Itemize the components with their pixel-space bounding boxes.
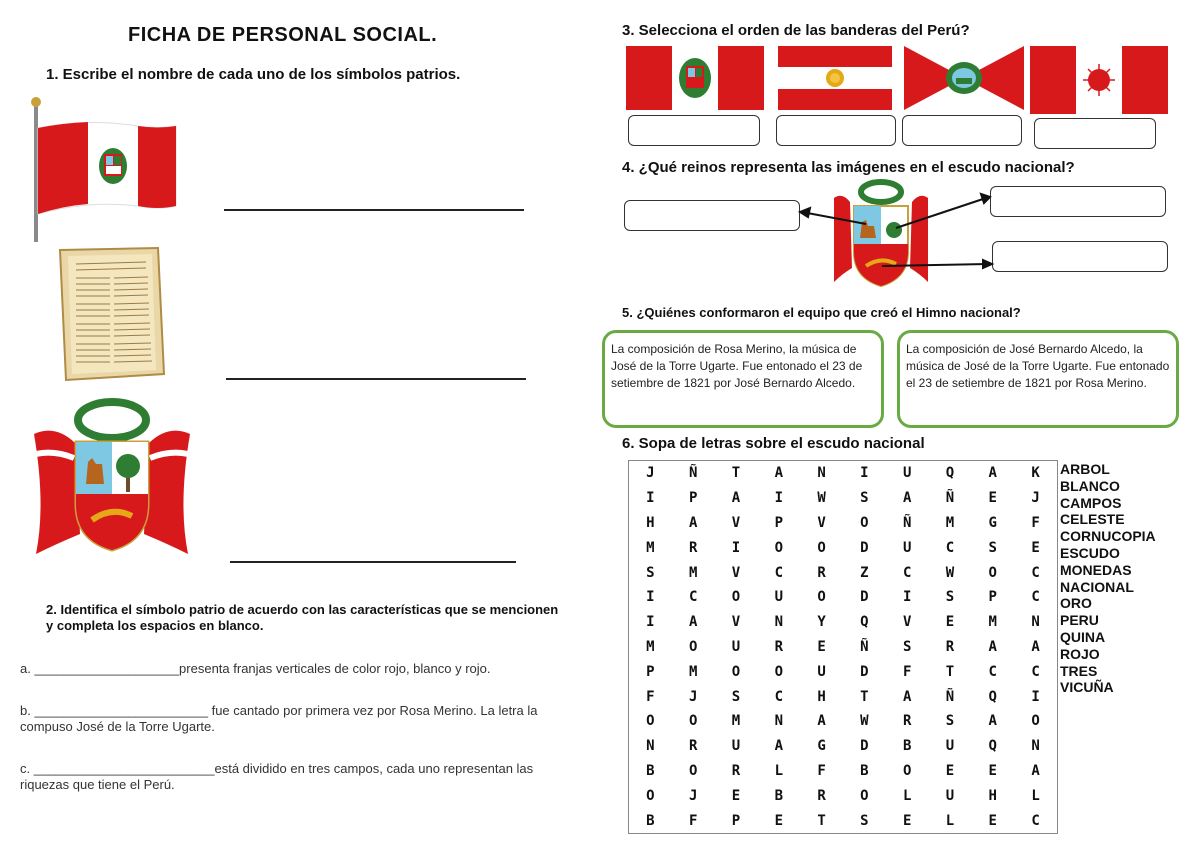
grid-cell[interactable]: K — [1031, 465, 1040, 482]
grid-cell[interactable]: M — [688, 564, 698, 581]
grid-cell[interactable]: W — [945, 564, 955, 581]
anthem-option-1[interactable]: La composición de Rosa Merino, la música de José de la Torre Ugarte. Fue entonado el 23 de setiembre de 1821 por José Bernardo Alcedo. — [602, 330, 884, 428]
grid-cell[interactable]: L — [774, 762, 783, 779]
kingdom-box-top-right[interactable] — [990, 186, 1166, 217]
grid-cell[interactable]: U — [731, 638, 741, 655]
grid-cell[interactable]: M — [731, 713, 741, 730]
grid-cell[interactable]: N — [817, 465, 826, 482]
word-list-item: ESCUDO — [1060, 544, 1120, 561]
flag-option-4 — [1030, 46, 1168, 114]
flag-option-3 — [904, 46, 1024, 110]
grid-cell[interactable]: E — [902, 812, 912, 829]
grid-row — [629, 585, 1057, 610]
grid-cell[interactable]: U — [731, 738, 741, 755]
flag-order-box-1[interactable] — [628, 115, 760, 146]
flag-image — [28, 96, 178, 246]
grid-row — [629, 635, 1057, 660]
question-2-item-b[interactable]: b. ________________________ fue cantado por primera vez por Rosa Merino. La letra la compuso José de la Torre Ugarte. — [20, 703, 538, 734]
grid-cell[interactable]: E — [988, 762, 997, 779]
grid-row — [629, 511, 1057, 536]
grid-cell[interactable]: F — [817, 762, 826, 779]
grid-cell[interactable]: A — [902, 490, 912, 507]
grid-cell[interactable]: C — [774, 688, 783, 705]
grid-cell[interactable]: Ñ — [902, 514, 912, 531]
grid-cell[interactable]: O — [646, 787, 655, 804]
grid-cell[interactable]: A — [1031, 638, 1040, 655]
question-4-heading: 4. ¿Qué reinos representa las imágenes en el escudo nacional? — [622, 159, 1075, 176]
word-list-item: MONEDAS — [1060, 561, 1132, 578]
grid-cell[interactable]: E — [774, 812, 783, 829]
grid-cell[interactable]: L — [902, 787, 912, 804]
flag-option-1 — [626, 46, 764, 110]
word-list-item: ROJO — [1060, 645, 1100, 662]
grid-cell[interactable]: I — [646, 589, 655, 606]
grid-cell[interactable]: V — [902, 614, 912, 631]
grid-cell[interactable]: Y — [817, 614, 826, 631]
grid-cell[interactable]: S — [945, 589, 955, 606]
grid-cell[interactable]: A — [817, 713, 826, 730]
grid-cell[interactable]: I — [774, 490, 783, 507]
grid-cell[interactable]: U — [945, 787, 955, 804]
grid-cell[interactable]: E — [817, 638, 826, 655]
grid-cell[interactable]: O — [817, 589, 826, 606]
grid-row — [629, 734, 1057, 759]
grid-cell[interactable]: V — [731, 614, 741, 631]
grid-cell[interactable]: F — [646, 688, 655, 705]
grid-cell[interactable]: I — [646, 614, 655, 631]
word-list-item: CELESTE — [1060, 511, 1125, 528]
word-search-grid[interactable] — [628, 460, 1058, 834]
grid-cell[interactable]: E — [1031, 539, 1040, 556]
grid-cell[interactable]: S — [860, 490, 869, 507]
grid-cell[interactable]: A — [1031, 762, 1040, 779]
grid-cell[interactable]: J — [1031, 490, 1040, 507]
grid-cell[interactable]: O — [688, 762, 698, 779]
grid-cell[interactable]: H — [646, 514, 655, 531]
grid-cell[interactable]: U — [817, 663, 826, 680]
grid-cell[interactable]: A — [688, 614, 698, 631]
grid-cell[interactable]: G — [988, 514, 997, 531]
grid-cell[interactable]: O — [902, 762, 912, 779]
grid-cell[interactable]: L — [1031, 787, 1040, 804]
grid-cell[interactable]: B — [646, 812, 655, 829]
grid-cell[interactable]: V — [817, 514, 826, 531]
grid-cell[interactable]: R — [688, 738, 698, 755]
grid-cell[interactable]: A — [774, 738, 783, 755]
flag-order-box-4[interactable] — [1034, 118, 1156, 149]
grid-cell[interactable]: A — [731, 490, 741, 507]
grid-cell[interactable]: S — [646, 564, 655, 581]
grid-cell[interactable]: B — [860, 762, 869, 779]
grid-cell[interactable]: P — [688, 490, 698, 507]
grid-cell[interactable]: F — [1031, 514, 1040, 531]
grid-row — [629, 684, 1057, 709]
question-2-item-a[interactable]: a. ____________________presenta franjas verticales de color rojo, blanco y rojo. — [20, 661, 491, 676]
grid-cell[interactable]: M — [646, 638, 655, 655]
kingdom-box-bottom-right[interactable] — [992, 241, 1168, 272]
grid-cell[interactable]: O — [817, 539, 826, 556]
grid-cell[interactable]: E — [945, 614, 955, 631]
grid-cell[interactable]: Ñ — [688, 465, 698, 482]
grid-cell[interactable]: S — [902, 638, 912, 655]
anthem-option-2[interactable]: La composición de José Bernardo Alcedo, la música de José de la Torre Ugarte. Fue entonado el 23 de setiembre de 1821 por Rosa Merino. — [897, 330, 1179, 428]
grid-cell[interactable]: N — [774, 713, 783, 730]
grid-cell[interactable]: T — [731, 465, 741, 482]
question-6-heading: 6. Sopa de letras sobre el escudo nacional — [622, 435, 925, 452]
grid-cell[interactable]: T — [945, 663, 955, 680]
grid-cell[interactable]: J — [646, 465, 655, 482]
grid-cell[interactable]: N — [1031, 738, 1040, 755]
grid-cell[interactable]: A — [988, 638, 997, 655]
grid-row — [629, 808, 1057, 833]
grid-cell[interactable]: C — [1031, 564, 1040, 581]
grid-cell[interactable]: Ñ — [945, 688, 955, 705]
grid-cell[interactable]: Z — [860, 564, 869, 581]
grid-cell[interactable]: D — [860, 663, 869, 680]
grid-cell[interactable]: M — [646, 539, 655, 556]
question-1-heading: 1. Escribe el nombre de cada uno de los símbolos patrios. — [46, 66, 461, 83]
grid-cell[interactable]: E — [731, 787, 741, 804]
grid-cell[interactable]: A — [988, 465, 997, 482]
grid-cell[interactable]: C — [688, 589, 698, 606]
grid-cell[interactable]: O — [860, 787, 869, 804]
grid-cell[interactable]: S — [988, 539, 997, 556]
grid-cell[interactable]: Q — [988, 738, 997, 755]
grid-cell[interactable]: A — [774, 465, 783, 482]
shield-with-arrows — [798, 178, 998, 290]
grid-row — [629, 659, 1057, 684]
flag-option-2 — [778, 46, 892, 110]
grid-cell[interactable]: J — [688, 688, 698, 705]
grid-cell[interactable]: I — [646, 490, 655, 507]
grid-cell[interactable]: Ñ — [945, 490, 955, 507]
grid-cell[interactable]: M — [988, 614, 997, 631]
grid-cell[interactable]: R — [774, 638, 783, 655]
grid-cell[interactable]: S — [945, 713, 955, 730]
grid-cell[interactable]: N — [1031, 614, 1040, 631]
word-list-item: BLANCO — [1060, 477, 1120, 494]
grid-row — [629, 486, 1057, 511]
grid-cell[interactable]: D — [860, 589, 869, 606]
grid-row — [629, 560, 1057, 585]
grid-cell[interactable]: R — [902, 713, 912, 730]
grid-cell[interactable]: I — [860, 465, 869, 482]
grid-cell[interactable]: C — [988, 663, 997, 680]
grid-cell[interactable]: B — [774, 787, 783, 804]
grid-cell[interactable]: Q — [860, 614, 869, 631]
kingdom-box-left[interactable] — [624, 200, 800, 231]
grid-cell[interactable]: F — [902, 663, 912, 680]
grid-cell[interactable]: R — [817, 564, 826, 581]
question-2-item-c[interactable]: c. _________________________está dividido en tres campos, cada uno representan las riquezas que tiene el Perú. — [20, 761, 534, 792]
anthem-scroll-image — [48, 244, 170, 384]
word-list-item: CORNUCOPIA — [1060, 528, 1156, 545]
grid-row — [629, 610, 1057, 635]
grid-cell[interactable]: A — [902, 688, 912, 705]
grid-cell[interactable]: P — [646, 663, 655, 680]
grid-cell[interactable]: G — [817, 738, 826, 755]
grid-cell[interactable]: P — [774, 514, 783, 531]
grid-cell[interactable]: L — [945, 812, 955, 829]
grid-cell[interactable]: W — [860, 713, 869, 730]
grid-cell[interactable]: E — [945, 762, 955, 779]
word-list-item: QUINA — [1060, 628, 1106, 645]
word-list — [1060, 461, 1156, 696]
grid-cell[interactable]: T — [817, 812, 826, 829]
grid-cell[interactable]: O — [646, 713, 655, 730]
grid-cell[interactable]: B — [646, 762, 655, 779]
grid-cell[interactable]: N — [774, 614, 783, 631]
word-list-item: VICUÑA — [1060, 679, 1114, 696]
grid-cell[interactable]: N — [646, 738, 655, 755]
grid-cell[interactable]: I — [1031, 688, 1040, 705]
grid-cell[interactable]: S — [860, 812, 869, 829]
grid-cell[interactable]: U — [945, 738, 955, 755]
grid-cell[interactable]: F — [688, 812, 698, 829]
grid-cell[interactable]: J — [688, 787, 698, 804]
question-2-heading: 2. Identifica el símbolo patrio de acuerdo con las características que se mencionen y completa los espacios en blanco. — [46, 602, 559, 633]
grid-cell[interactable]: S — [731, 688, 741, 705]
grid-cell[interactable]: O — [731, 663, 741, 680]
word-list-item: ORO — [1060, 595, 1092, 612]
grid-cell[interactable]: B — [902, 738, 912, 755]
word-list-item: TRES — [1060, 662, 1098, 679]
grid-row — [629, 759, 1057, 784]
question-5-heading: 5. ¿Quiénes conformaron el equipo que creó el Himno nacional? — [622, 305, 1021, 320]
word-list-item: CAMPOS — [1060, 494, 1122, 511]
grid-cell[interactable]: O — [688, 713, 698, 730]
grid-cell[interactable]: M — [688, 663, 698, 680]
answer-line-coat-of-arms[interactable] — [230, 561, 516, 563]
grid-cell[interactable]: V — [731, 514, 741, 531]
grid-cell[interactable]: A — [688, 514, 698, 531]
grid-cell[interactable]: C — [1031, 589, 1040, 606]
grid-cell[interactable]: U — [902, 539, 912, 556]
grid-cell[interactable]: W — [817, 490, 826, 507]
grid-cell[interactable]: Q — [988, 688, 997, 705]
grid-row — [629, 535, 1057, 560]
grid-cell[interactable]: D — [860, 738, 869, 755]
coat-of-arms-image — [26, 394, 198, 564]
grid-cell[interactable]: H — [988, 787, 997, 804]
grid-cell[interactable]: E — [988, 490, 997, 507]
grid-cell[interactable]: Q — [945, 465, 955, 482]
grid-row — [629, 461, 1057, 486]
grid-cell[interactable]: M — [945, 514, 955, 531]
grid-cell[interactable]: R — [945, 638, 955, 655]
grid-cell[interactable]: R — [817, 787, 826, 804]
grid-cell[interactable]: U — [774, 589, 783, 606]
grid-cell[interactable]: T — [860, 688, 869, 705]
answer-line-anthem[interactable] — [226, 378, 526, 380]
grid-row — [629, 783, 1057, 808]
grid-cell[interactable]: C — [945, 539, 955, 556]
grid-cell[interactable]: E — [988, 812, 997, 829]
grid-cell[interactable]: H — [817, 688, 826, 705]
word-list-item: PERU — [1060, 612, 1099, 629]
grid-cell[interactable]: V — [731, 564, 741, 581]
answer-line-flag[interactable] — [224, 209, 524, 211]
flag-order-box-3[interactable] — [902, 115, 1022, 146]
flag-order-box-2[interactable] — [776, 115, 896, 146]
grid-cell[interactable]: O — [731, 589, 741, 606]
grid-cell[interactable]: P — [988, 589, 997, 606]
grid-cell[interactable]: P — [731, 812, 741, 829]
grid-cell[interactable]: C — [774, 564, 783, 581]
grid-cell[interactable]: C — [1031, 663, 1040, 680]
grid-cell[interactable]: O — [774, 539, 783, 556]
grid-row — [629, 709, 1057, 734]
grid-cell[interactable]: O — [1031, 713, 1040, 730]
grid-cell[interactable]: O — [860, 514, 869, 531]
question-3-heading: 3. Selecciona el orden de las banderas del Perú? — [622, 22, 970, 39]
grid-cell[interactable]: I — [731, 539, 741, 556]
grid-cell[interactable]: A — [988, 713, 997, 730]
word-list-item: ARBOL — [1060, 461, 1110, 477]
grid-cell[interactable]: U — [902, 465, 912, 482]
grid-cell[interactable]: I — [902, 589, 912, 606]
grid-cell[interactable]: O — [688, 638, 698, 655]
grid-cell[interactable]: C — [902, 564, 912, 581]
grid-cell[interactable]: O — [988, 564, 997, 581]
grid-cell[interactable]: R — [688, 539, 698, 556]
grid-cell[interactable]: D — [860, 539, 869, 556]
word-list-item: NACIONAL — [1060, 578, 1134, 595]
worksheet-title: FICHA DE PERSONAL SOCIAL. — [128, 24, 438, 46]
grid-cell[interactable]: R — [731, 762, 741, 779]
grid-cell[interactable]: C — [1031, 812, 1040, 829]
grid-cell[interactable]: O — [774, 663, 783, 680]
grid-cell[interactable]: Ñ — [860, 638, 869, 655]
